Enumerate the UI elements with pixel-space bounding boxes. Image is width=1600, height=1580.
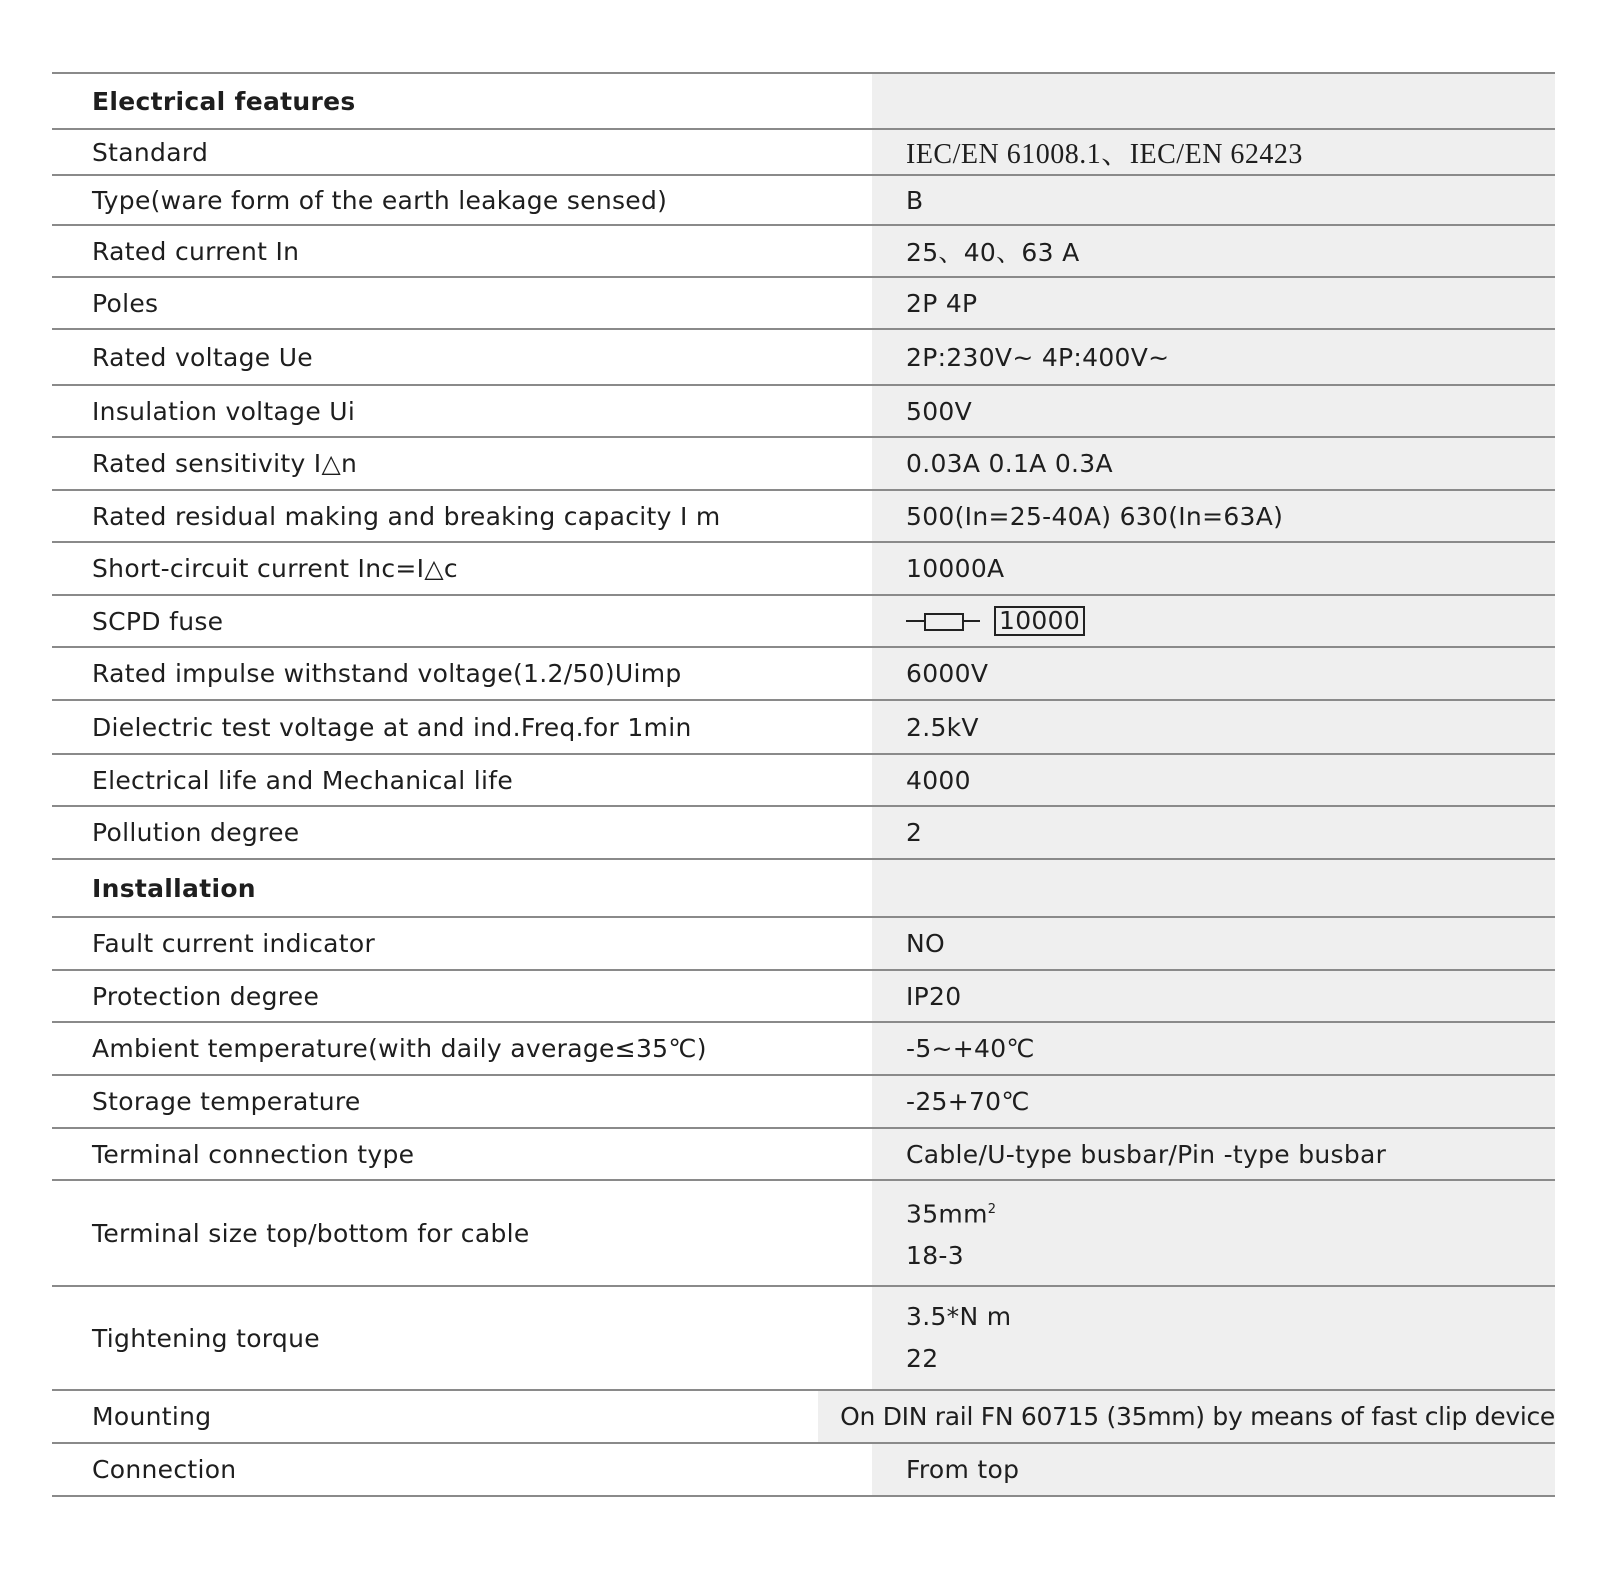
table-row-rated-current (52, 226, 1555, 278)
row-value: 500(In=25-40A) 630(In=63A) (872, 491, 1555, 541)
table-row-type (52, 176, 1555, 226)
row-value: IP20 (872, 971, 1555, 1021)
row-label: Rated voltage Ue (52, 330, 872, 384)
row-value: 0.03A 0.1A 0.3A (872, 438, 1555, 489)
table-row-storage-temperature (52, 1076, 1555, 1129)
table-row-impulse-voltage (52, 648, 1555, 701)
row-value: -5~+40℃ (872, 1023, 1555, 1074)
value-line-1: $35mm^2$ (906, 1199, 997, 1229)
row-label: Terminal connection type (52, 1129, 872, 1179)
row-label: Type(ware form of the earth leakage sensed) (52, 176, 872, 224)
row-label: Short-circuit current Inc=I△c (52, 543, 872, 594)
section-header-installation (52, 860, 1555, 918)
row-label: Ambient temperature(with daily average≤35℃) (52, 1023, 872, 1074)
row-value: On DIN rail FN 60715 (35mm) by means of fast clip device (818, 1391, 1555, 1442)
row-label: Standard (52, 130, 872, 174)
table-row-rated-sensitivity (52, 438, 1555, 491)
row-value: 2.5kV (872, 701, 1555, 753)
row-label: Protection degree (52, 971, 872, 1021)
table-row-electrical-mechanical-life (52, 755, 1555, 807)
fuse-icon (906, 613, 980, 629)
row-value: 2P 4P (872, 278, 1555, 328)
section-title: Installation (52, 860, 872, 916)
row-value: 10000A (872, 543, 1555, 594)
row-label: Electrical life and Mechanical life (52, 755, 872, 805)
row-label: Rated residual making and breaking capacity I m (52, 491, 872, 541)
row-value: Cable/U-type busbar/Pin -type busbar (872, 1129, 1555, 1179)
row-label: Connection (52, 1444, 872, 1495)
section-title: Electrical features (52, 74, 872, 128)
section-header-electrical (52, 74, 1555, 130)
row-value (872, 1181, 1555, 1285)
row-value (872, 1287, 1555, 1389)
table-row-short-circuit-current (52, 543, 1555, 596)
row-label: Rated sensitivity I△n (52, 438, 872, 489)
row-label: Rated impulse withstand voltage(1.2/50)Uimp (52, 648, 872, 699)
table-row-scpd-fuse (52, 596, 1555, 648)
row-value: NO (872, 918, 1555, 969)
row-value: 500V (872, 386, 1555, 436)
row-label: Tightening torque (52, 1287, 872, 1389)
row-label: SCPD fuse (52, 596, 872, 646)
table-row-dielectric-test-voltage (52, 701, 1555, 755)
table-row-tightening-torque (52, 1287, 1555, 1391)
row-value: B (872, 176, 1555, 224)
row-value (872, 596, 1555, 646)
table-row-ambient-temperature (52, 1023, 1555, 1076)
table-row-terminal-size (52, 1181, 1555, 1287)
row-label: Pollution degree (52, 807, 872, 858)
row-value: IEC/EN 61008.1、IEC/EN 62423 (872, 130, 1555, 174)
value-line-2: 18-3 (906, 1241, 964, 1271)
row-label: Fault current indicator (52, 918, 872, 969)
row-label: Dielectric test voltage at and ind.Freq.for 1min (52, 701, 872, 753)
row-label: Insulation voltage Ui (52, 386, 872, 436)
row-label: Storage temperature (52, 1076, 872, 1127)
fuse-rating: 10000 (994, 606, 1085, 636)
table-row-connection (52, 1444, 1555, 1497)
section-value-empty (872, 860, 1555, 916)
row-value: 6000V (872, 648, 1555, 699)
table-row-terminal-connection-type (52, 1129, 1555, 1181)
row-value: -25+70℃ (872, 1076, 1555, 1127)
table-row-rated-voltage (52, 330, 1555, 386)
row-value: 2 (872, 807, 1555, 858)
table-row-mounting (52, 1391, 1555, 1444)
table-row-insulation-voltage (52, 386, 1555, 438)
row-value: From top (872, 1444, 1555, 1495)
row-value: 4000 (872, 755, 1555, 805)
table-row-protection-degree (52, 971, 1555, 1023)
table-row-pollution-degree (52, 807, 1555, 860)
value-line-1: 3.5*N m (906, 1302, 1012, 1331)
table-row-making-breaking-capacity (52, 491, 1555, 543)
row-label: Rated current In (52, 226, 872, 276)
table-row-poles (52, 278, 1555, 330)
row-value: 25、40、63 A (872, 226, 1555, 276)
section-value-empty (872, 74, 1555, 128)
spec-table (52, 72, 1555, 1497)
table-row-standard (52, 130, 1555, 176)
table-row-fault-current-indicator (52, 918, 1555, 971)
row-label: Poles (52, 278, 872, 328)
row-label: Mounting (52, 1391, 818, 1442)
row-label: Terminal size top/bottom for cable (52, 1181, 872, 1285)
value-line-2: 22 (906, 1344, 939, 1373)
row-value: 2P:230V~ 4P:400V~ (872, 330, 1555, 384)
